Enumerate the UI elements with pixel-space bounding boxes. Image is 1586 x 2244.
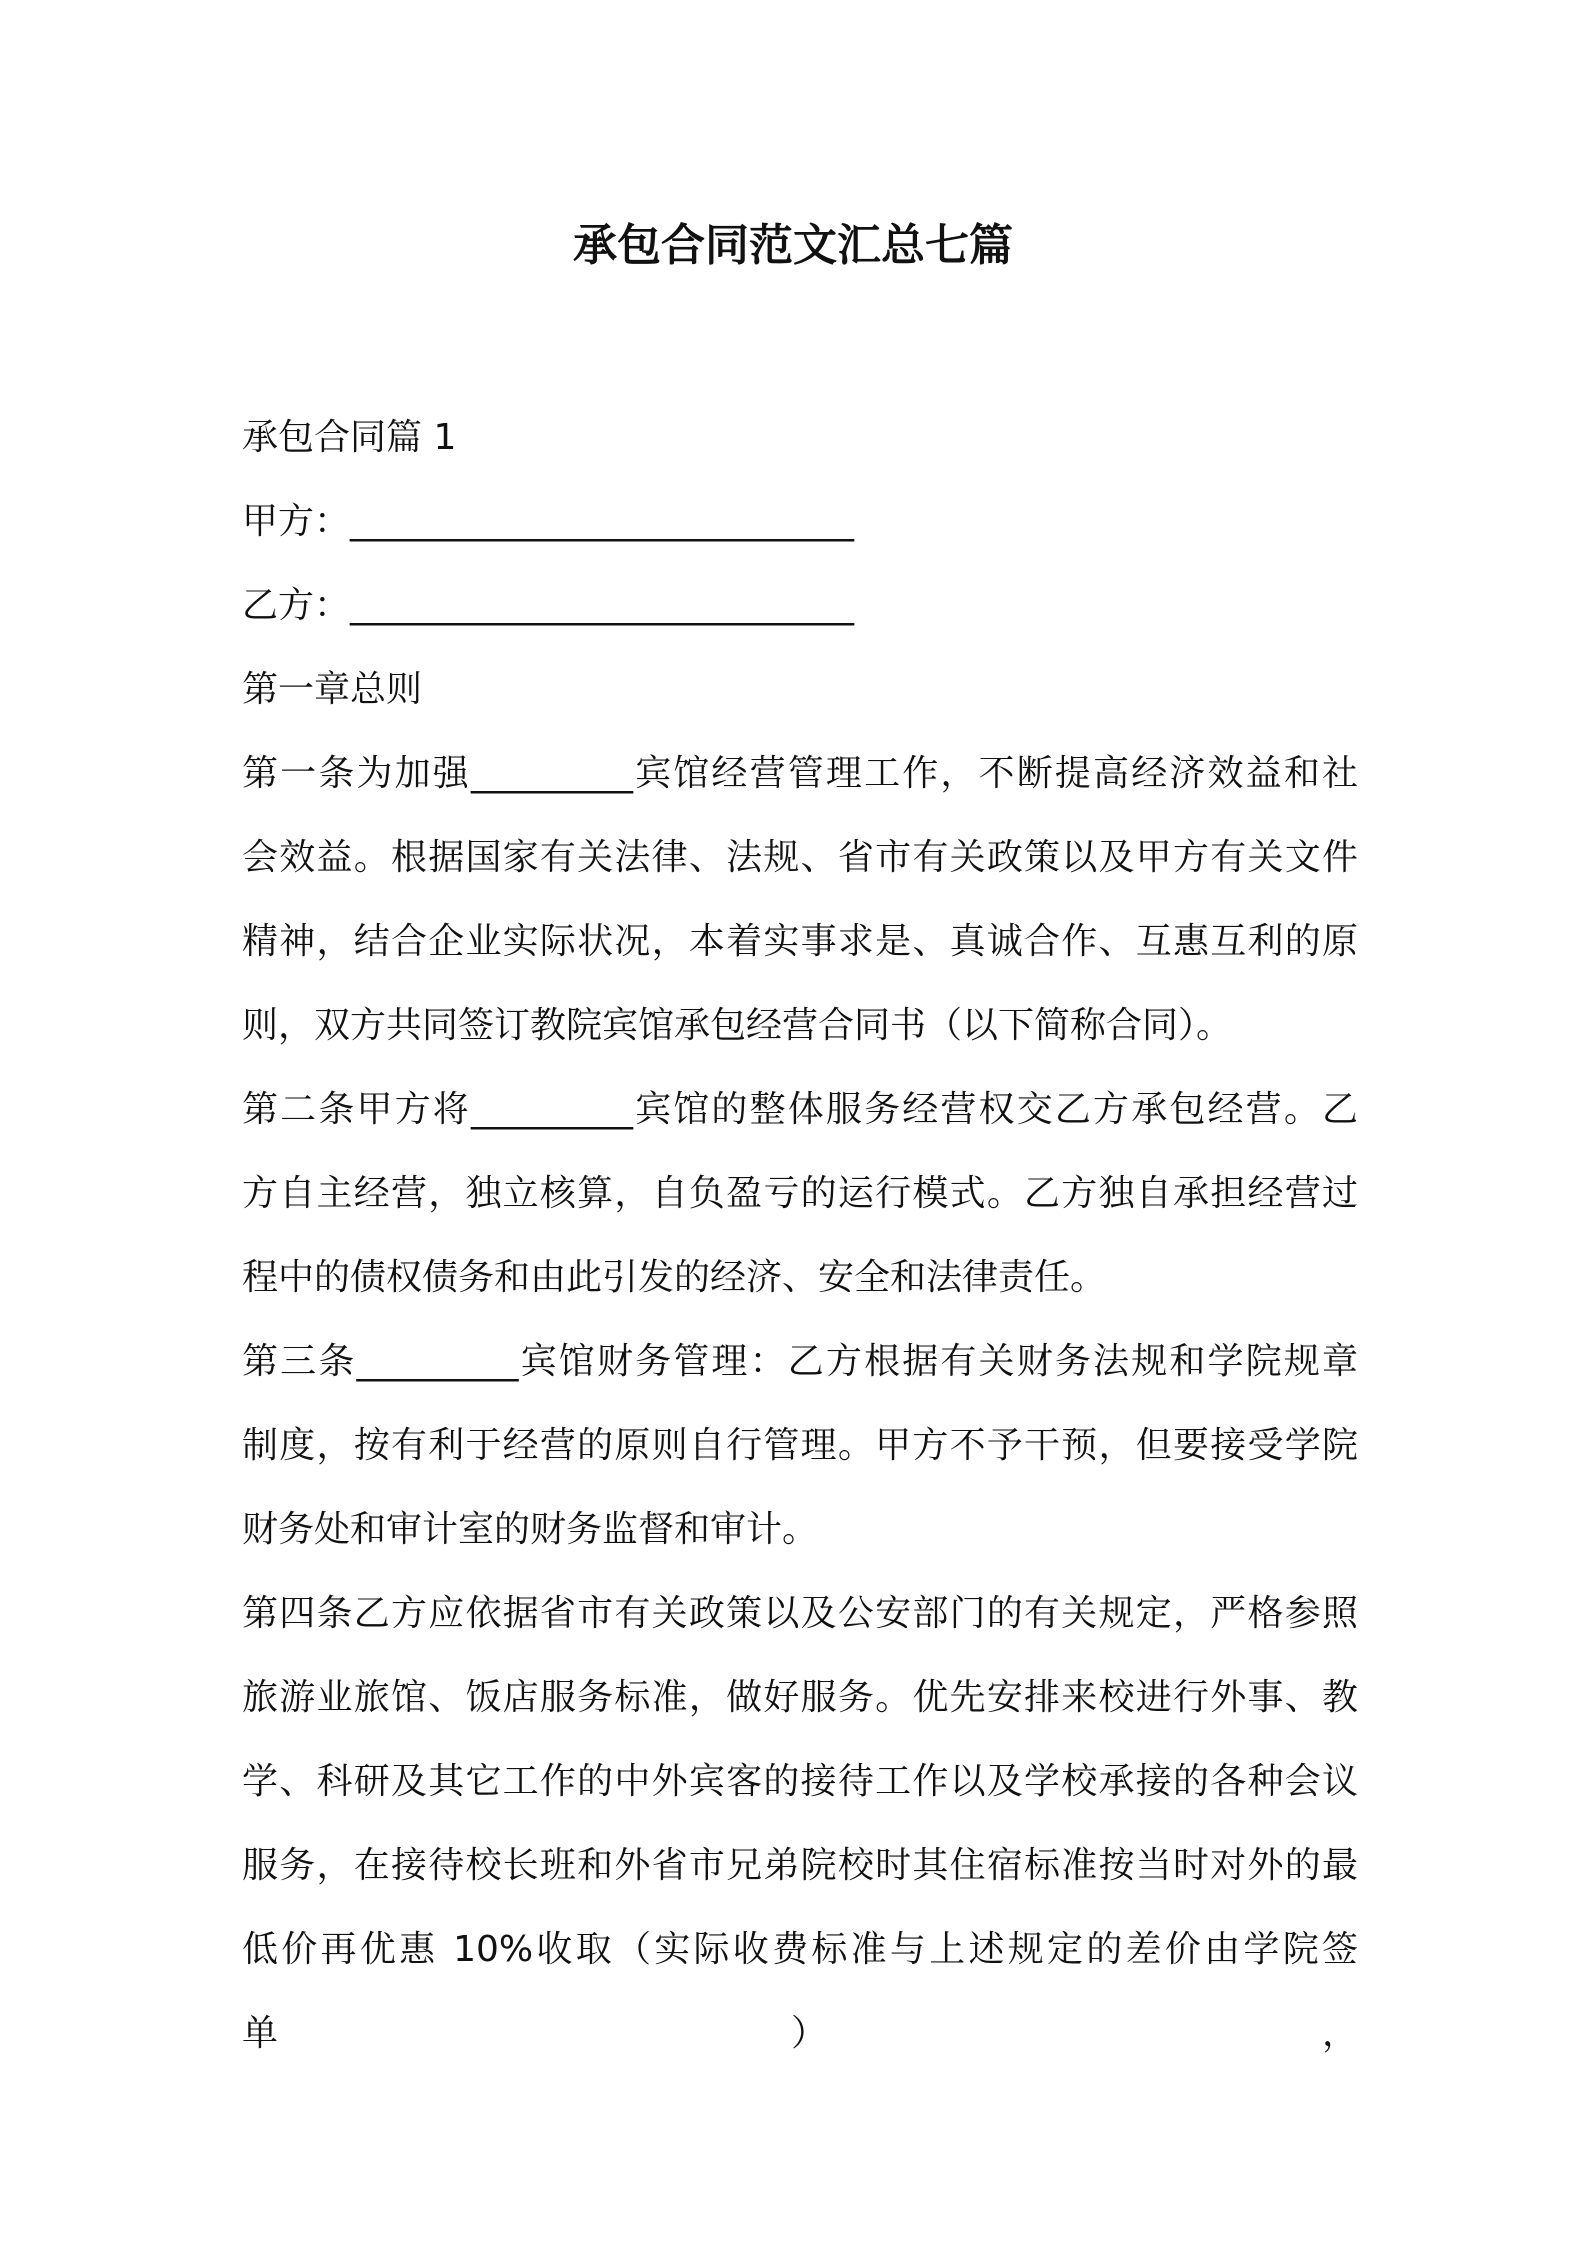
text-line: 承包合同篇 1 [242,417,457,458]
text-line: 第三条_________宾馆财务管理：乙方根据有关财务法规和学院规章 [242,1341,1358,1382]
text-line: 会效益。根据国家有关法律、法规、省市有关政策以及甲方有关文件 [242,837,1358,878]
document-title: 承包合同范文汇总七篇 [573,220,1013,271]
text-line: 制度，按有利于经营的原则自行管理。甲方不予干预，但要接受学院 [242,1425,1358,1466]
document-body [242,396,1358,2054]
text-line: 方自主经营，独立核算，自负盈亏的运行模式。乙方独自承担经营过 [242,1173,1358,1214]
text-line: 甲方：____________________________ [242,501,855,542]
text-line: 则，双方共同签订教院宾馆承包经营合同书（以下简称合同）。 [242,1005,1233,1046]
text-line: 旅游业旅馆、饭店服务标准，做好服务。优先安排来校进行外事、教 [242,1677,1358,1718]
text-line: 第四条乙方应依据省市有关政策以及公安部门的有关规定，严格参照 [242,1593,1358,1634]
text-line: 学、科研及其它工作的中外宾客的接待工作以及学校承接的各种会议 [242,1761,1358,1802]
text-line: 财务处和审计室的财务监督和审计。 [242,1509,819,1550]
text-line: 乙方：____________________________ [242,585,855,626]
text-line: 第一章总则 [242,669,423,710]
text-line: 第二条甲方将_________宾馆的整体服务经营权交乙方承包经营。乙 [242,1089,1358,1130]
text-line: 程中的债权债务和由此引发的经济、安全和法律责任。 [242,1257,1107,1298]
text-line: 第一条为加强_________宾馆经营管理工作，不断提高经济效益和社 [242,753,1358,794]
text-line: 精神，结合企业实际状况，本着实事求是、真诚合作、互惠互利的原 [242,921,1358,962]
text-line: 低价再优惠 10%收取（实际收费标准与上述规定的差价由学院签单）， [242,1929,1358,2054]
text-line: 服务，在接待校长班和外省市兄弟院校时其住宿标准按当时对外的最 [242,1845,1358,1886]
